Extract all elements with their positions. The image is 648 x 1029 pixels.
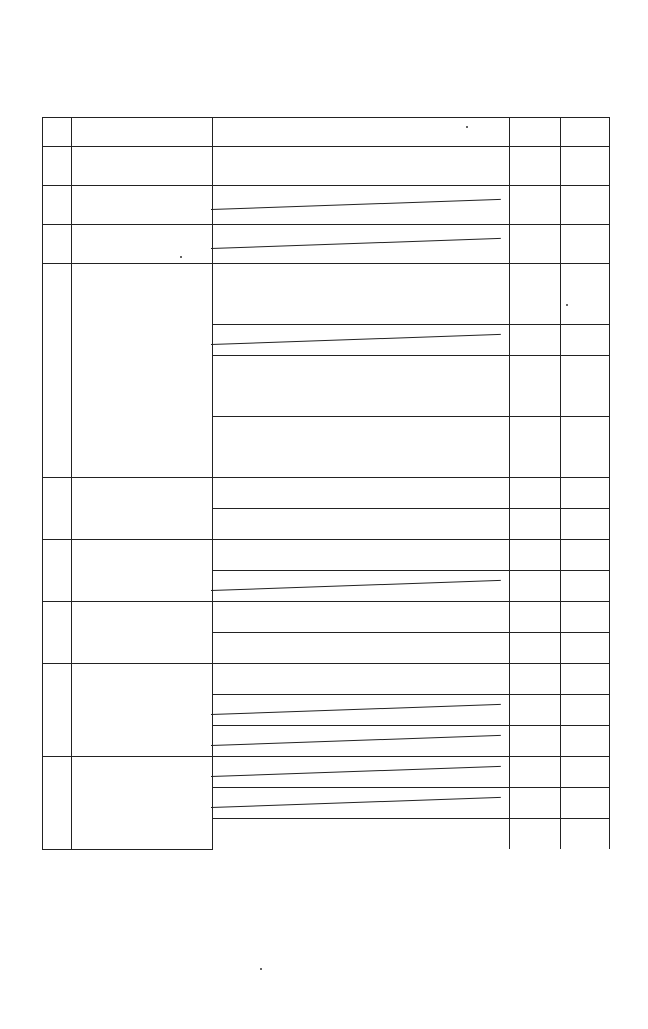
- availability-cell: [510, 417, 561, 448]
- item-label: [72, 186, 212, 216]
- remarks-cell: [561, 356, 610, 387]
- availability-cell: [510, 294, 561, 325]
- function-cell: [213, 356, 510, 387]
- function-cell: [213, 264, 510, 295]
- item-label-line2: [72, 570, 212, 600]
- remarks-cell: [561, 294, 610, 325]
- function-cell: [213, 633, 510, 664]
- availability-cell: [510, 757, 561, 788]
- remarks-cell: [561, 147, 610, 186]
- table-row: [43, 540, 610, 571]
- function-cell: [213, 447, 510, 478]
- availability-cell: [510, 819, 561, 850]
- function-cell: [213, 478, 510, 509]
- function-cell: [213, 788, 510, 819]
- item-label: [72, 664, 212, 694]
- availability-cell: [510, 509, 561, 540]
- header-remarks: [561, 118, 610, 147]
- row-item: [72, 540, 213, 602]
- row-number: [43, 225, 72, 264]
- table-row: [43, 478, 610, 509]
- remarks-cell: [561, 664, 610, 695]
- strikethrough-line: [211, 580, 501, 591]
- row-number: [43, 664, 72, 757]
- strikethrough-line: [211, 797, 501, 808]
- availability-cell: [510, 325, 561, 356]
- item-label: [72, 264, 212, 294]
- availability-cell: [510, 571, 561, 602]
- remarks-cell: [561, 509, 610, 540]
- item-label: [72, 602, 212, 632]
- availability-cell: [510, 726, 561, 757]
- function-cell: [213, 225, 510, 264]
- function-cell: [213, 417, 510, 448]
- availability-cell: [510, 478, 561, 509]
- item-label: [72, 540, 212, 570]
- table-row: [43, 225, 610, 264]
- item-label-line2: [72, 632, 212, 662]
- availability-cell: [510, 447, 561, 478]
- strikethrough-line: [211, 199, 501, 210]
- availability-cell: [510, 788, 561, 819]
- row-number: [43, 540, 72, 602]
- remarks-cell: [561, 447, 610, 478]
- table-row: [43, 664, 610, 695]
- availability-cell: [510, 540, 561, 571]
- remarks-cell: [561, 571, 610, 602]
- availability-cell: [510, 633, 561, 664]
- function-cell: [213, 509, 510, 540]
- remarks-cell: [561, 788, 610, 819]
- item-label: [72, 478, 212, 508]
- function-cell: [213, 325, 510, 356]
- remarks-cell: [561, 325, 610, 356]
- availability-cell: [510, 695, 561, 726]
- speck: [260, 968, 262, 970]
- table-row: [43, 186, 610, 225]
- remarks-cell: [561, 695, 610, 726]
- availability-cell: [510, 386, 561, 417]
- availability-cell: [510, 264, 561, 295]
- row-item: [72, 225, 213, 264]
- remarks-cell: [561, 726, 610, 757]
- function-cell: [213, 726, 510, 757]
- function-cell: [213, 540, 510, 571]
- availability-cell: [510, 186, 561, 225]
- strikethrough-line: [211, 238, 501, 249]
- speck: [180, 256, 182, 258]
- availability-cell: [510, 225, 561, 264]
- row-item: [72, 186, 213, 225]
- remarks-cell: [561, 602, 610, 633]
- row-number: [43, 264, 72, 478]
- speck: [466, 126, 468, 128]
- function-cell: [213, 695, 510, 726]
- remarks-cell: [561, 264, 610, 295]
- strikethrough-line: [211, 766, 501, 777]
- spec-table: [42, 117, 610, 850]
- row-item: [72, 147, 213, 186]
- remarks-cell: [561, 757, 610, 788]
- item-label: [72, 757, 212, 787]
- function-cell: [213, 819, 510, 850]
- table-row: [43, 602, 610, 633]
- row-item: [72, 478, 213, 540]
- table-body: [43, 147, 610, 850]
- remarks-cell: [561, 540, 610, 571]
- availability-cell: [510, 664, 561, 695]
- header-item: [72, 118, 213, 147]
- header-function: [213, 118, 510, 147]
- row-number: [43, 602, 72, 664]
- row-item: [72, 602, 213, 664]
- function-cell: [213, 147, 510, 186]
- remarks-cell: [561, 417, 610, 448]
- row-number: [43, 186, 72, 225]
- availability-cell: [510, 147, 561, 186]
- speck: [566, 304, 568, 306]
- header-availability: [510, 118, 561, 147]
- table-row: [43, 264, 610, 295]
- function-cell: [213, 757, 510, 788]
- availability-cell: [510, 356, 561, 387]
- function-cell: [213, 294, 510, 325]
- remarks-cell: [561, 478, 610, 509]
- row-item: [72, 664, 213, 757]
- row-number: [43, 147, 72, 186]
- table-row: [43, 757, 610, 788]
- availability-cell: [510, 602, 561, 633]
- remarks-cell: [561, 186, 610, 225]
- item-label: [72, 225, 212, 255]
- row-item: [72, 264, 213, 478]
- row-item: [72, 757, 213, 850]
- row-number: [43, 478, 72, 540]
- table-header-row: [43, 118, 610, 147]
- function-cell: [213, 186, 510, 225]
- strikethrough-line: [211, 334, 501, 345]
- function-cell: [213, 571, 510, 602]
- remarks-cell: [561, 225, 610, 264]
- row-number: [43, 757, 72, 850]
- remarks-cell: [561, 633, 610, 664]
- strikethrough-line: [211, 735, 501, 746]
- function-cell: [213, 602, 510, 633]
- remarks-cell: [561, 819, 610, 850]
- table-row: [43, 147, 610, 186]
- item-label: [72, 147, 212, 177]
- strikethrough-line: [211, 704, 501, 715]
- remarks-cell: [561, 386, 610, 417]
- function-cell: [213, 664, 510, 695]
- header-no: [43, 118, 72, 147]
- function-cell: [213, 386, 510, 417]
